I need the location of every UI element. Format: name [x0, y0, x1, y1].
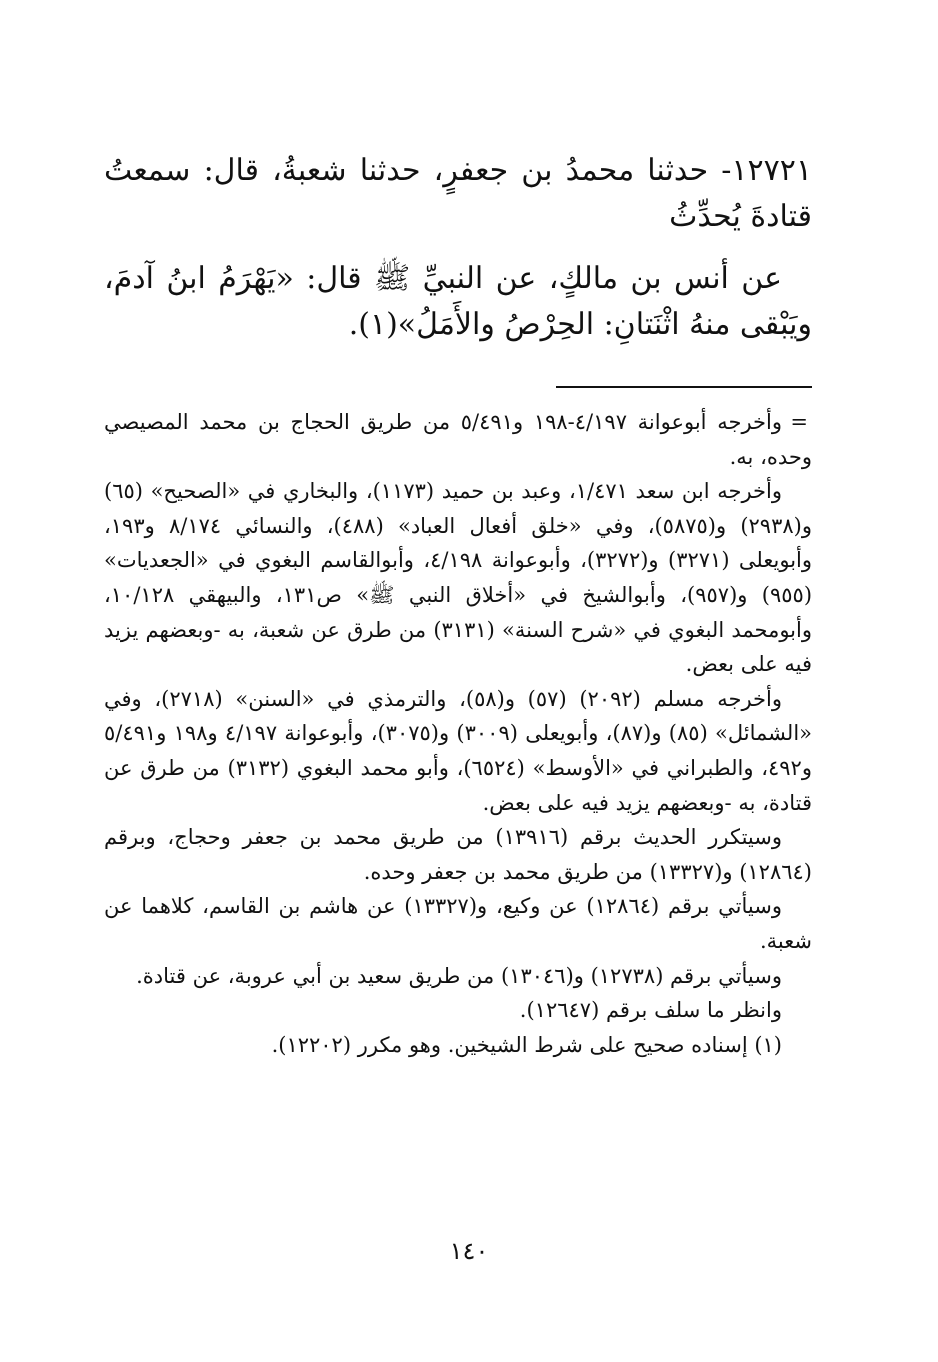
- footnote-paragraph: وانظر ما سلف برقم (١٢٦٤٧).: [519, 998, 782, 1023]
- hadith-header: [104, 148, 812, 240]
- footnotes: [104, 405, 812, 1062]
- page-number: ١٤٠: [449, 1237, 489, 1265]
- footnote-paragraph: وأخرجه ابن سعد ١/٤٧١، وعبد بن حميد (١١٧٣)، والبخاري في «الصحيح» (٦٥) و(٢٩٣٨) و(٥٨٧٥)، وفي «خلق أفعال العباد» (٤٨٨)، والنسائي ٨/١٧٤ و١٩٣، وأبويعلى (٣٢٧١) و(٣٢٧٢)، وأبوعوانة ٤/١٩٨، وأبوالقاسم البغوي في «الجعديات» (٩٥٥) و(٩٥٧)، وأبوالشيخ في «أخلاق النبي ﷺ» ص١٣١، والبيهقي ١٠/١٢٨، وأبومحمد البغوي في «شرح السنة» (٣١٣١) من طرق عن شعبة، به -وبعضهم يزيد فيه على بعض.: [104, 479, 813, 677]
- footnote-separator: [556, 386, 812, 388]
- footnote-reference-1: (١) إسناده صحيح على شرط الشيخين. وهو مكرر (١٢٢٠٢).: [271, 1032, 782, 1057]
- footnote-paragraph: وأخرجه مسلم (٢٠٩٢) (٥٧) و(٥٨)، والترمذي في «السنن» (٢٧١٨)، وفي «الشمائل» (٨٥) و(٨٧)، وأبويعلى (٣٠٠٩) و(٣٠٧٥)، وأبوعوانة ٤/١٩٧ و١٩٨ و٥/٤٩١ و٤٩٢، والطبراني في «الأوسط» (٦٥٢٤)، وأبو محمد البغوي (٣١٣٢) من طرق عن قتادة، به -وبعضهم يزيد فيه على بعض.: [104, 686, 812, 815]
- footnote-paragraph: وسيأتي برقم (١٢٨٦٤) عن وكيع، و(١٣٣٢٧) عن هاشم بن القاسم، كلاهما عن شعبة.: [104, 894, 812, 953]
- continuation-mark: =: [790, 410, 808, 434]
- footnote-paragraph: وسيأتي برقم (١٢٧٣٨) و(١٣٠٤٦) من طريق سعيد بن أبي عروبة، عن قتادة.: [136, 963, 782, 988]
- footnote-paragraph: [104, 405, 812, 474]
- footnote-paragraph: وسيتكرر الحديث برقم (١٣٩١٦) من طريق محمد بن جعفر وحجاج، وبرقم (١٢٨٦٤) و(١٣٣٢٧) من طريق محمد بن جعفر وحده.: [104, 825, 812, 884]
- hadith-isnad: ١٢٧٢١- حدثنا محمدُ بن جعفرٍ، حدثنا شعبةُ، قال: سمعتُ قتادةَ يُحدِّثُ: [104, 153, 812, 234]
- hadith-text: [104, 256, 812, 348]
- hadith-matn: عن أنس بن مالكٍ، عن النبيِّ ﷺ قال: «يَهْرَمُ ابنُ آدمَ، ويَبْقى منهُ اثْنَتانِ: الحِرْصُ والأَمَلُ»(١).: [104, 261, 812, 342]
- footnote-text: وأخرجه أبوعوانة ٤/١٩٧-١٩٨ و٥/٤٩١ من طريق الحجاج بن محمد المصيصي وحده، به.: [104, 410, 812, 469]
